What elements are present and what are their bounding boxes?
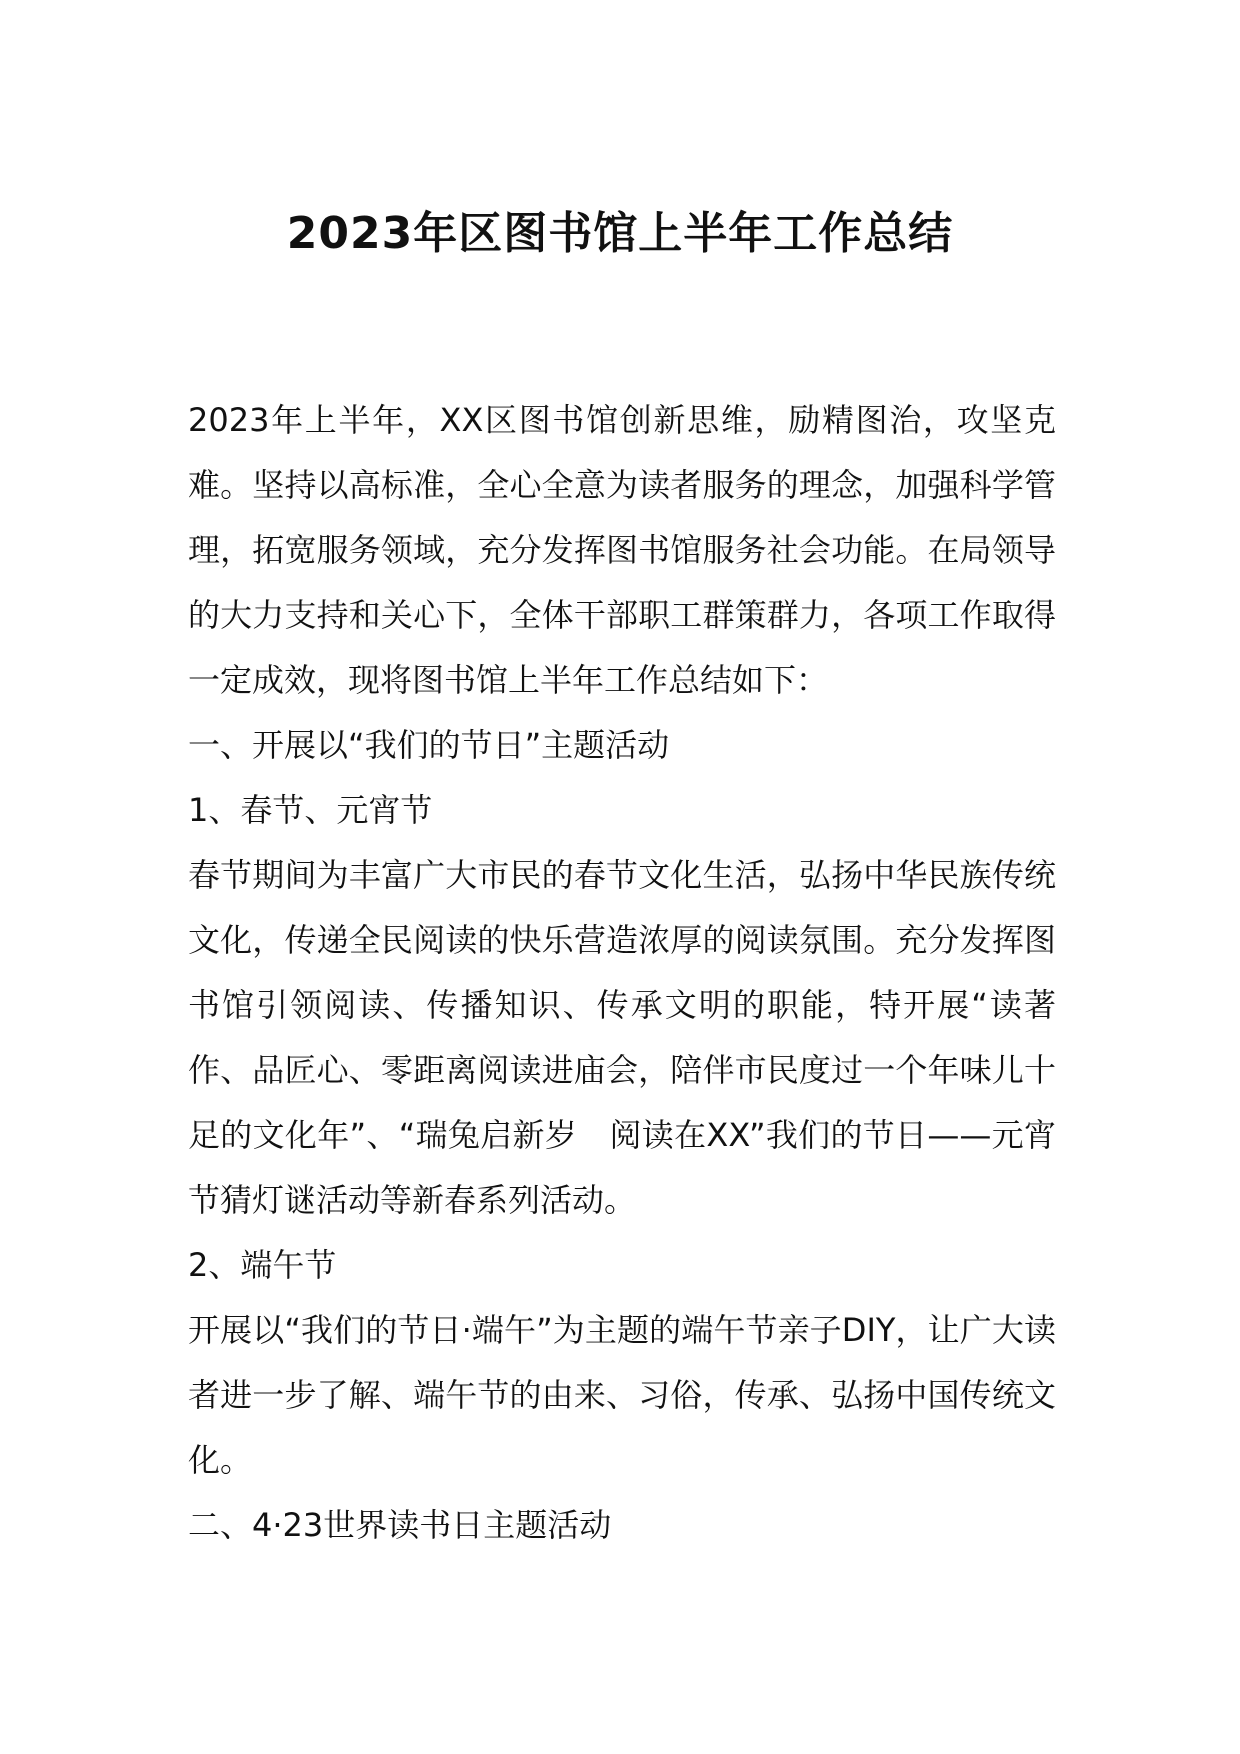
intro-paragraph: 2023年上半年，XX区图书馆创新思维，励精图治，攻坚克难。坚持以高标准，全心全意为读者服务的理念，加强科学管理，拓宽服务领域，充分发挥图书馆服务社会功能。在局领导的大力支持和关心下，全体干部职工群策群力，各项工作取得一定成效，现将图书馆上半年工作总结如下： (188, 401, 1056, 699)
subsection-heading-dragon-boat: 2、端午节 (188, 1246, 337, 1284)
section-heading-2: 二、4·23世界读书日主题活动 (188, 1506, 612, 1544)
spring-festival-paragraph: 春节期间为丰富广大市民的春节文化生活，弘扬中华民族传统文化，传递全民阅读的快乐营造浓厚的阅读氛围。充分发挥图书馆引领阅读、传播知识、传承文明的职能，特开展“读著作、品匠心、零距离阅读进庙会，陪伴市民度过一个年味儿十足的文化年”、“瑞兔启新岁 阅读在XX”我们的节日——元宵节猜灯谜活动等新春系列活动。 (188, 856, 1056, 1219)
dragon-boat-paragraph: 开展以“我们的节日·端午”为主题的端午节亲子DIY，让广大读者进一步了解、端午节的由来、习俗，传承、弘扬中国传统文化。 (188, 1311, 1056, 1479)
subsection-heading-spring-festival: 1、春节、元宵节 (188, 791, 433, 829)
section-heading-1: 一、开展以“我们的节日”主题活动 (188, 726, 670, 764)
document-title: 2023年区图书馆上半年工作总结 (286, 208, 954, 259)
document-body (188, 388, 1056, 1558)
